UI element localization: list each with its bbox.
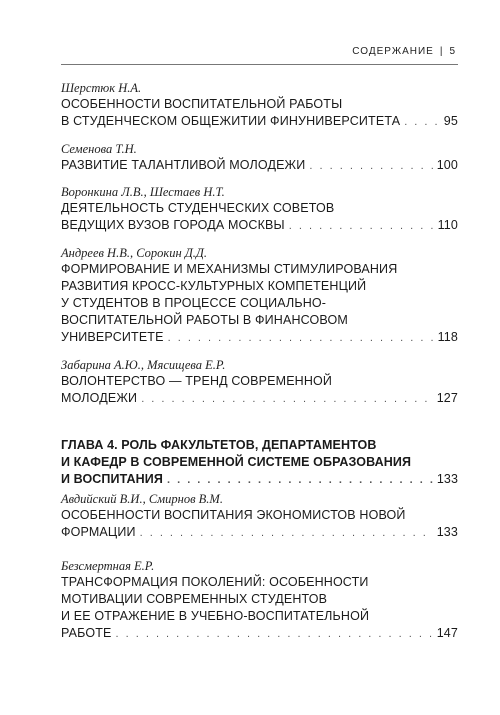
dot-leader <box>141 391 433 408</box>
entry-title-line: И ЕЕ ОТРАЖЕНИЕ В УЧЕБНО-ВОСПИТАТЕЛЬНОЙ <box>61 609 370 623</box>
entry-author: Забарина А.Ю., Мясищева Е.Р. <box>61 358 226 372</box>
entry-title-text: В СТУДЕНЧЕСКОМ ОБЩЕЖИТИИ ФИНУНИВЕРСИТЕТА <box>61 114 401 128</box>
chapter-title-text: И ВОСПИТАНИЯ <box>61 472 163 486</box>
entry-author: Безсмертная Е.Р. <box>61 559 155 573</box>
dot-leader <box>289 218 434 235</box>
toc-entry[interactable] <box>61 80 458 131</box>
entry-title-last-line <box>61 329 458 347</box>
entry-title-line: РАЗВИТИЯ КРОСС-КУЛЬТУРНЫХ КОМПЕТЕНЦИЙ <box>61 279 367 293</box>
dot-leader <box>404 114 440 131</box>
entry-title-line: У СТУДЕНТОВ В ПРОЦЕССЕ СОЦИАЛЬНО- <box>61 296 327 310</box>
entry-title-last-line <box>61 113 458 131</box>
entry-page-number[interactable]: 118 <box>437 330 458 344</box>
toc-entry[interactable] <box>61 245 458 347</box>
toc-entry[interactable] <box>61 184 458 235</box>
header-section-title: СОДЕРЖАНИЕ <box>352 46 434 57</box>
header-page-number: 5 <box>449 46 456 57</box>
entry-title-last-line <box>61 625 458 643</box>
entry-page-number[interactable]: 95 <box>443 114 458 128</box>
chapter-title-line: И КАФЕДР В СОВРЕМЕННОЙ СИСТЕМЕ ОБРАЗОВАНИЯ <box>61 455 412 469</box>
entry-author: Семенова Т.Н. <box>61 142 137 156</box>
entry-page-number[interactable]: 110 <box>437 218 458 232</box>
entry-author: Шерстюк Н.А. <box>61 81 142 95</box>
header-separator: | <box>439 46 444 57</box>
entry-page-number[interactable]: 127 <box>436 391 458 405</box>
entry-title-last-line <box>61 157 458 175</box>
entry-title-line: ВОСПИТАТЕЛЬНОЙ РАБОТЫ В ФИНАНСОВОМ <box>61 313 348 327</box>
toc-entry[interactable] <box>61 491 458 542</box>
entry-page-number[interactable]: 100 <box>436 158 458 172</box>
entry-title-line: ФОРМИРОВАНИЕ И МЕХАНИЗМЫ СТИМУЛИРОВАНИЯ <box>61 262 398 276</box>
entry-title-line: ДЕЯТЕЛЬНОСТЬ СТУДЕНЧЕСКИХ СОВЕТОВ <box>61 201 335 215</box>
chapter-heading[interactable] <box>61 437 458 489</box>
entry-page-number[interactable]: 147 <box>436 626 458 640</box>
chapter-title-line: ГЛАВА 4. РОЛЬ ФАКУЛЬТЕТОВ, ДЕПАРТАМЕНТОВ <box>61 438 377 452</box>
entry-title-text: РАБОТЕ <box>61 626 112 640</box>
entry-title-last-line <box>61 217 458 235</box>
entry-title-line: МОТИВАЦИИ СОВРЕМЕННЫХ СТУДЕНТОВ <box>61 592 328 606</box>
entry-title-last-line <box>61 390 458 408</box>
toc-entry[interactable] <box>61 141 458 175</box>
dot-leader <box>168 330 434 347</box>
header-rule <box>61 64 458 65</box>
dot-leader <box>140 525 433 542</box>
running-header <box>352 46 456 57</box>
entry-title-text: МОЛОДЕЖИ <box>61 391 138 405</box>
entry-title-last-line <box>61 524 458 542</box>
entry-title-text: ВЕДУЩИХ ВУЗОВ ГОРОДА МОСКВЫ <box>61 218 285 232</box>
entry-author: Воронкина Л.В., Шестаев Н.Т. <box>61 185 225 199</box>
chapter-page-number[interactable]: 133 <box>436 472 458 486</box>
dot-leader <box>116 626 433 643</box>
entry-title-line: ОСОБЕННОСТИ ВОСПИТАНИЯ ЭКОНОМИСТОВ НОВОЙ <box>61 508 406 522</box>
entry-title-line: ОСОБЕННОСТИ ВОСПИТАТЕЛЬНОЙ РАБОТЫ <box>61 97 343 111</box>
entry-title-text: РАЗВИТИЕ ТАЛАНТЛИВОЙ МОЛОДЕЖИ <box>61 158 306 172</box>
dot-leader <box>309 158 432 175</box>
entry-title-line: ВОЛОНТЕРСТВО — ТРЕНД СОВРЕМЕННОЙ <box>61 374 333 388</box>
entry-author: Авдийский В.И., Смирнов В.М. <box>61 492 223 506</box>
toc-entry[interactable] <box>61 558 458 643</box>
entry-title-text: УНИВЕРСИТЕТЕ <box>61 330 164 344</box>
dot-leader <box>167 472 433 489</box>
entry-title-text: ФОРМАЦИИ <box>61 525 136 539</box>
entry-page-number[interactable]: 133 <box>436 525 458 539</box>
chapter-title-last-line <box>61 471 458 489</box>
toc-entry[interactable] <box>61 357 458 408</box>
entry-title-line: ТРАНСФОРМАЦИЯ ПОКОЛЕНИЙ: ОСОБЕННОСТИ <box>61 575 369 589</box>
entry-author: Андреев Н.В., Сорокин Д.Д. <box>61 246 207 260</box>
